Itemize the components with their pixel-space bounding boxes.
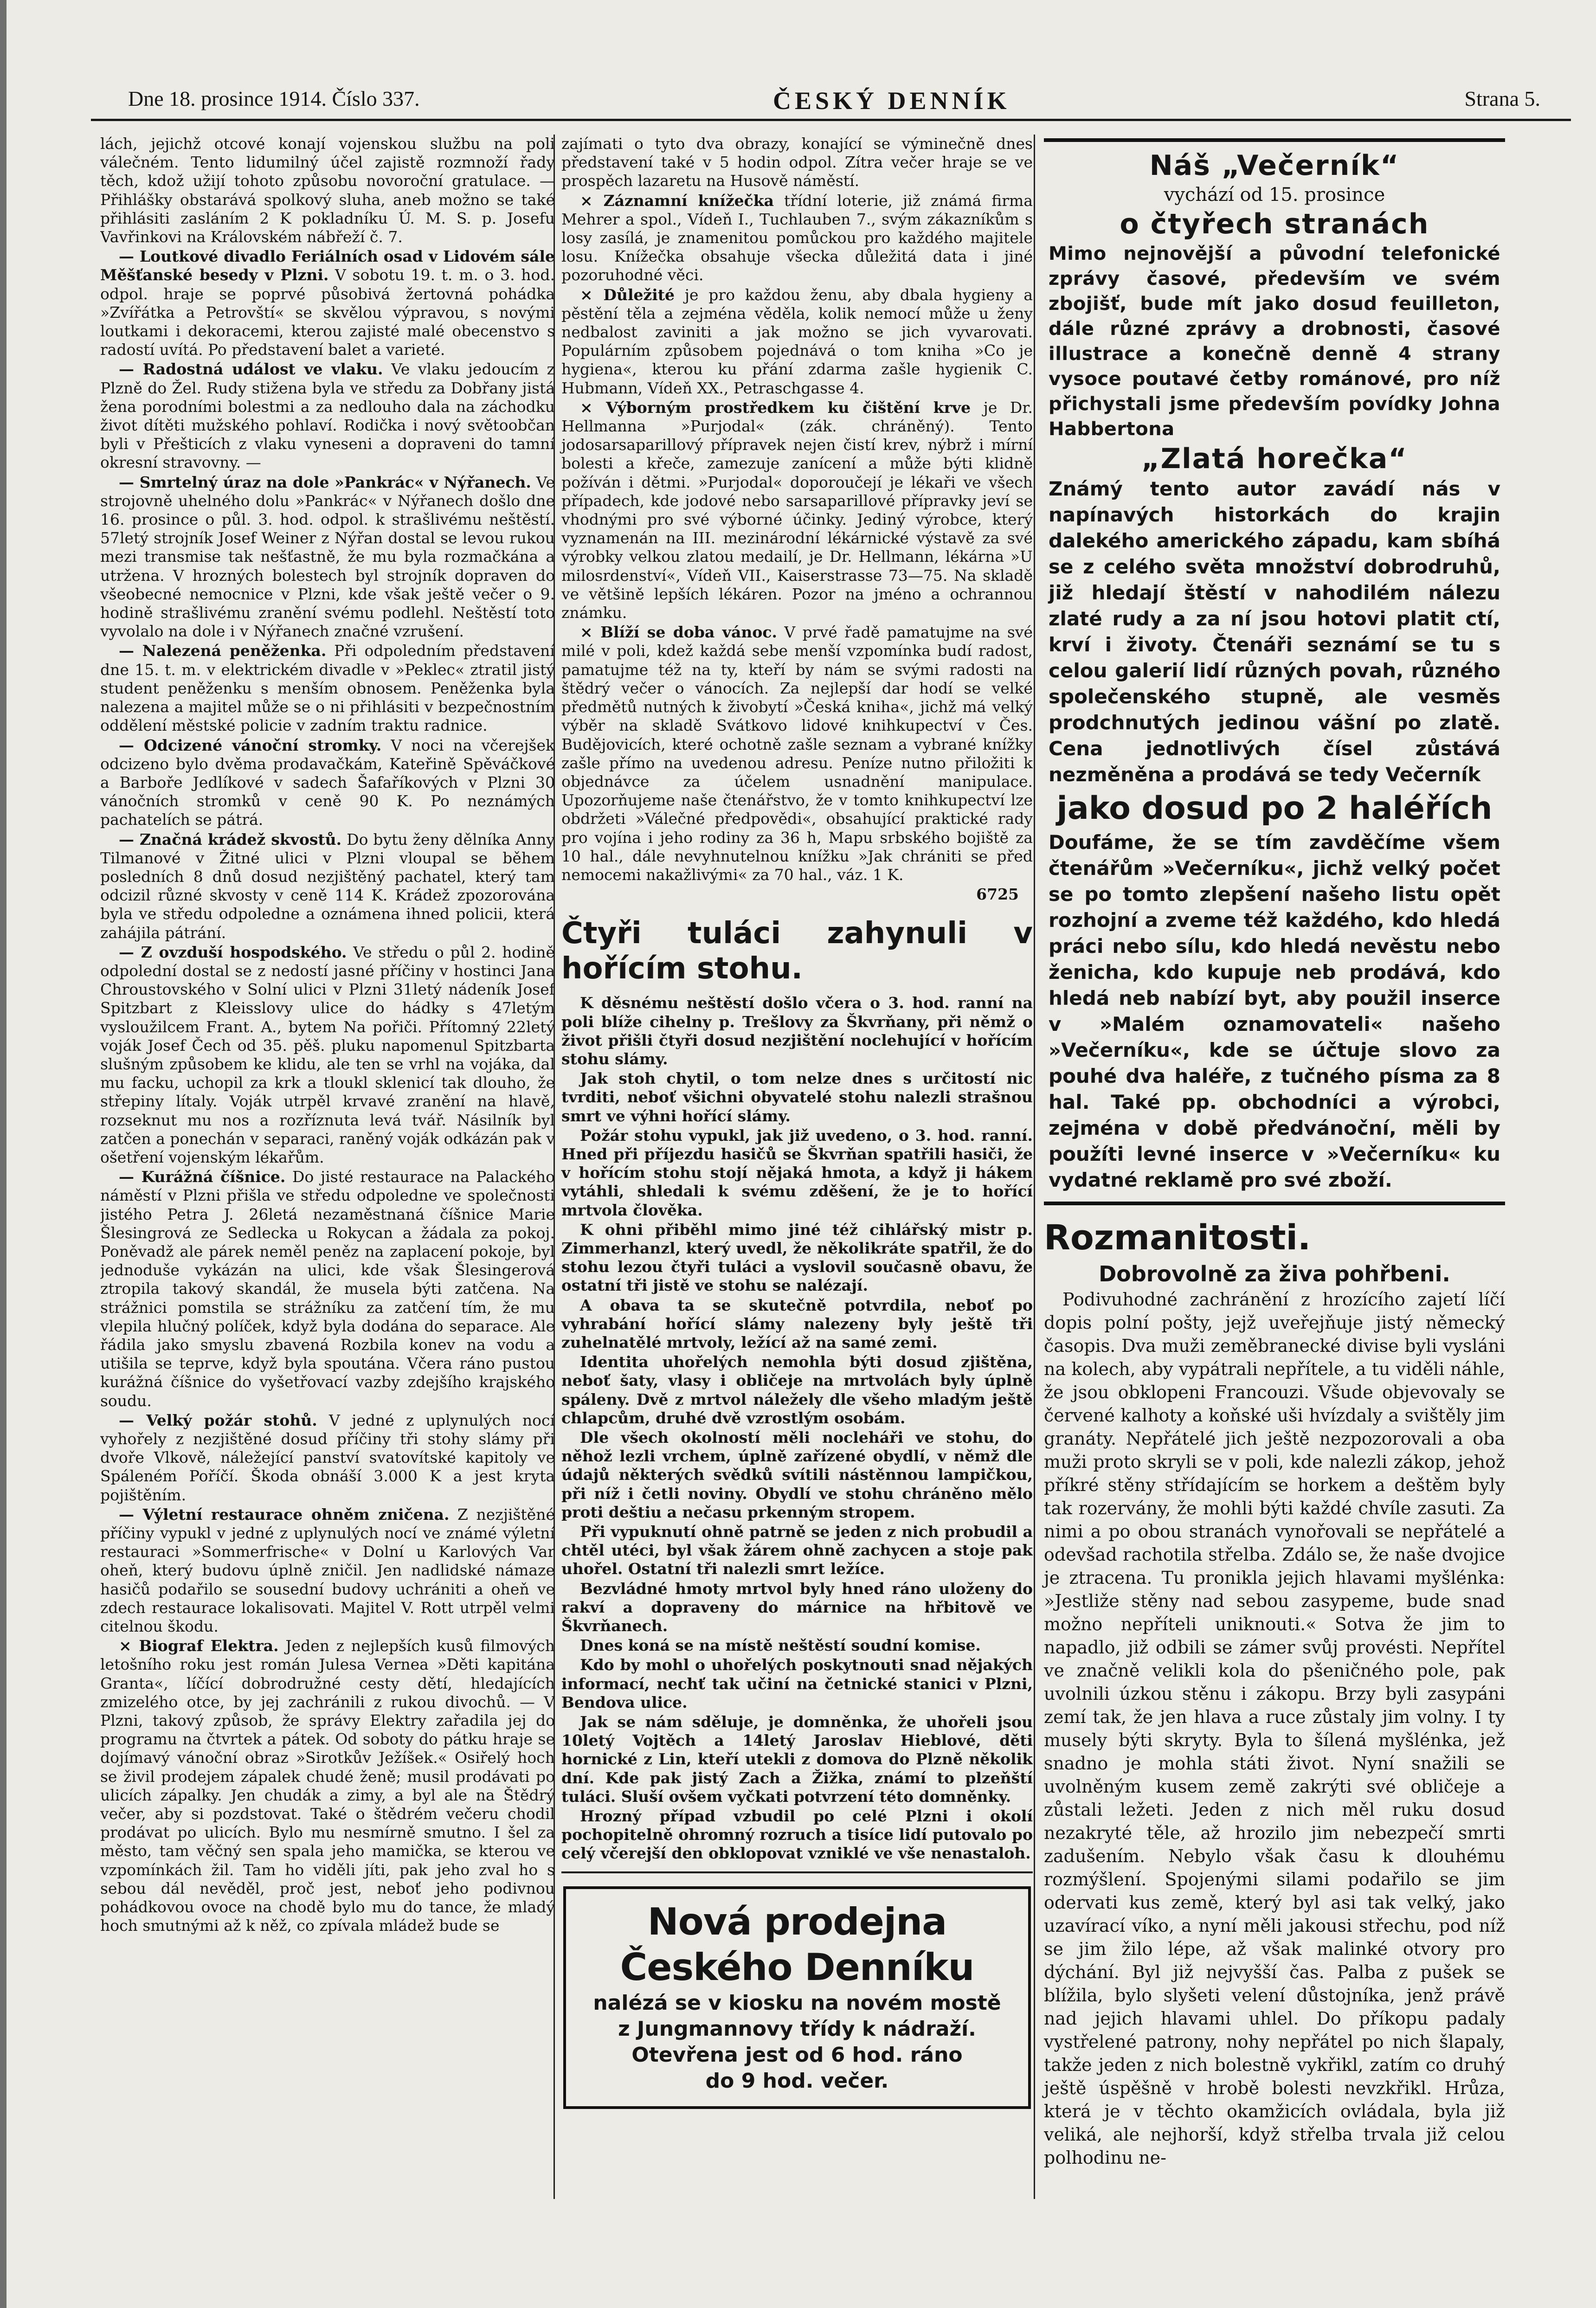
article-paragraph: Jak stoh chytil, o tom nelze dnes s určitostí nic tvrditi, neboť všichni obyvatelé stohu nalezli strašnou smrt ve výhni hořící slámy. (561, 1069, 1033, 1125)
article-paragraph: Hrozný případ vzbudil po celé Plzni i okolí pochopitelně ohromný rozruch a tisíce lidí putovalo po celý včerejší den obklopovat vzniklé ve vše nenastaloh. (561, 1807, 1033, 1863)
ad-line: z Jungmannovy třídy k nádraží. (618, 2017, 976, 2041)
ad-line: do 9 hod. večer. (705, 2069, 889, 2093)
announcement-body-3: Doufáme, že se tím zavděčíme všem čtenářům »Večerníku«, jichž velký počet se po tomto zlepšení našeho listu opět rozhojní a zveme též každého, kdo hledá práci nebo sílu, kdo hledá nevěstu nebo ženicha, kdo kupuje neb prodává, kdo hledá neb nabízí byt, aby použil inserce v »Malém oznamovateli« našeho »Večerníku«, kde se účtuje slovo za pouhé dva haléře, z tučného písma za 8 hal. Také pp. obchodníci a výrobci, zejména v době předvánoční, měli by použíti levné inserce v »Večerníku« ku vydatné reklamě pro své zboží. (1049, 831, 1500, 1191)
news-item (100, 473, 555, 641)
news-item-lead: × Záznamní knížečka (580, 191, 774, 210)
article-paragraph: Při vypuknutí ohně patrně se jeden z nich probudil a chtěl utéci, byl však žárem ohně zachycen a stoje pak uhořel. Ostatní tři nalezli smrt ležíce. (561, 1523, 1033, 1578)
news-item-text: je Dr. Hellmanna »Purjodal« (zák. chráněný). Tento jodosarsaparillový přípravek nejen čistí krev, nýbrž i mírní bolesti a křeče, zamezuje zanícení a může býti klidně požíván i dětmi. »Purjodal« doporoučejí je lékaři ve všech případech, kde jodové nebo sarsaparillové přípravky jeví se vhodnými pro své výborné účinky. Jediný výrobce, který vyznamenán na III. mezinárodní lékárnické výstavě za své výrobky velkou zlatou medailí, je Dr. Hellmann, lékárna »U milosrdenství«, Vídeň VII., Kaiserstrasse 73—75. Na skladě ve většině lepších lékáren. Pozor na jméno a ochrannou známku. (561, 398, 1033, 622)
announcement-subtitle: vychází od 15. prosince (1164, 184, 1385, 206)
article-paragraph: A obava ta se skutečně potvrdila, neboť po vyhrabání hořící slámy nalezeny byly ještě tři zuhelnatělé mrtvoly, ležící až na samé zemi. (561, 1296, 1033, 1351)
news-item-text: je pro každou ženu, aby dbala hygieny a pěstění těla a zejména věděla, kolik nemocí může u ženy nedbalost zaviniti a jak možno se jich vyvarovati. Populárním způsobem pojednává o tom kniha »Co je hygiena«, kterou ku přání zdarma zašle hygienik C. Hubmann, Vídeň XX., Petraschgasse 4. (561, 285, 1033, 397)
column-announcements (1036, 135, 1505, 2250)
news-item (561, 623, 1033, 884)
news-item-lead: — Kurážná číšnice. (119, 1168, 286, 1186)
page-number: Strana 5. (1464, 87, 1540, 110)
news-item (561, 192, 1033, 285)
news-item-lead: — Odcizené vánoční stromky. (119, 736, 382, 754)
news-item-text: V jedné z uplynulých nocí vyhořely z nezjištěné dosud příčiny tři stohy slámy při dvoře Vlkově, náležející panství svatovítské kapitoly ve Spáleném Poříčí. Škoda obnáší 3.000 K a jest kryta pojištěním. (100, 1411, 555, 1504)
news-item-text: Ve středu o půl 2. hodině odpolední dostal se z nedostí jasné příčiny v hostinci Jana Chroustovského v Solní ulici v Plzni 31letý nádeník Josef Spitzbart z Kleisslovy ulice do hádky s 47letým vysloužilcem Frant. A., bytem Na pořiči. Přítomný 22letý voják Josef Čech od 35. pěš. pluku napomenul Spitzbarta slušným způsobem ke klidu, ale ten se vrhl na vojáka, dal mu facku, uchopil za krk a tloukl sklenicí tak dlouho, že střepiny lítaly. Voják utrpěl krvavé zranění na hlavě, rozseknut mu nos a rozříznuta levá tvář. Násilník byl zatčen a ponechán v separaci, raněný voják odkázán pak v ošetření vojenským lékařům. (100, 943, 555, 1166)
article-paragraph: Kdo by mohl o uhořelých poskytnouti snad nějakých informací, nechť tak učiní na četnické stanici v Plzni, Bendova ulice. (561, 1656, 1033, 1711)
news-item (100, 1168, 555, 1410)
news-item-lead: — Značná krádež skvostů. (119, 830, 342, 849)
news-item-lead: × Biograf Elektra. (119, 1637, 279, 1655)
shop-advertisement (563, 1886, 1031, 2109)
news-item (100, 1411, 555, 1504)
news-item-text: Ve vlaku jedoucím z Plzně do Žel. Rudy stižena byla ve středu za Dobřany jistá žena porodními bolestmi a za nedlouho dala na záchodku život dítěti mužského pohlaví. Rodička i nový světoobčan byli v Přešticích z vlaku vyneseni a dopraveni do tamní okresní stravovny. — (100, 360, 555, 472)
news-item (561, 399, 1033, 622)
article-paragraph: Dle všech okolností měli nocleháři ve stohu, do něhož lezli vrchem, úplně zařízené obydlí, v němž dle údajů některých svědků svítili nástěnnou lampičkou, při níž i četli noviny. Obydlí ve stohu chráněno mělo proti deštiu a nečasu prkenným stropem. (561, 1428, 1033, 1521)
scan-edge (0, 0, 6, 2308)
news-item (100, 1637, 555, 1935)
news-item-lead: × Důležité (580, 285, 675, 304)
article-lead: K děsnému neštěstí došlo včera o 3. hod. ranní na poli blíže cihelny p. Trešlovy za Škvrňany, při němž o život přišli čtyři dosud nezjištění noclehující v hořícím stohu slámy. (561, 994, 1033, 1068)
article-body (561, 1069, 1033, 1863)
notices-list (561, 135, 1033, 884)
news-item-text: V noci na včerejšek odcizeno bylo dvěma prodavačkám, Kateřině Spěváčkové a Barboře Jedlíkové v sadech Šafaříkových v Plzni 30 vánočních stromků v ceně 90 K. Po neznámých pachatelích se pátrá. (100, 736, 555, 829)
announcement-body-2: Známý tento autor zavádí nás v napínavých historkách do krajin dalekého amerického západu, kam sbíhá se z celého světa množství dobrodruhů, již hledají štěstí v nahodilém nálezu zlaté rudy a za ní jsou hotovi platit ctí, krví i životy. Čtenáři seznámí se tu s celou galerií lidí různých povah, různého společenského stupně, ale vesměs prodchnutých jedinou vášní po zlatě. Cena jednotlivých čísel zůstává nezměněna a prodává se tedy Večerník (1049, 477, 1500, 786)
article-paragraph: Jak se nám sděluje, je domněnka, že uhořeli jsou 10letý Vojtěch a 14letý Jaroslav Hieblové, děti hornické z Lin, kteří utekli z domova do Plzně několik dní. Kde pak jistý Zach a Žižka, známí to plzeňští tuláci. Sluší ovšem vyčkati potvrzení této domněnky. (561, 1713, 1033, 1806)
header-rule (91, 119, 1571, 121)
article-paragraph: K ohni přiběhl mimo jiné též cihlářský mistr p. Zimmerhanzl, který uvedl, že několikráte spatřil, že do stohu lezou čtyři tuláci a vyslovil současně obavu, že ostatní tři jistě ve stohu se nalézají. (561, 1220, 1033, 1295)
news-item-lead: × Výborným prostředkem ku čištění krve (580, 398, 971, 417)
column-local-news (100, 135, 555, 2250)
vecernik-announcement-box (1044, 138, 1505, 1205)
article-paragraph: Dnes koná se na místě neštěstí soudní komise. (580, 1636, 981, 1655)
news-item-lead: — Loutkové divadlo Feriálních osad v Lidovém sále Měšťanské besedy v Plzni. (100, 247, 555, 284)
ad-title: Nová prodejna Českého Denníku (620, 1900, 974, 1989)
news-item (100, 736, 555, 829)
news-item (100, 360, 555, 472)
news-item-lead: — Z ovzduší hospodského. (119, 943, 347, 961)
news-item-text: zajímati o tyto dva obrazy, konající se výminečně dnes představení také v 5 hodin odpol. Zítra večer hraje se ve prospěch lazaretu na Husově náměstí. (561, 135, 1033, 190)
announcement-body: Mimo nejnovější a původní telefonické zprávy časové, především ve svém zbojišť, bude mít jako dosud feuilleton, dále různé zprávy a drobnosti, časové illustrace a konečně denně 4 strany vysoce poutavé četby románové, pro níž přichystali jsme především povídky Johna Habbertona (1049, 243, 1500, 440)
article-paragraph: Požár stohu vypukl, jak již uvedeno, o 3. hod. ranní. Hned při příjezdu hasičů se Škvrňan spatřili hasiči, že v hořícím stohu stojí nějaká hmota, a když ji hákem vytáhli, shledali k svému zděšení, že je to hořící mrtvola člověka. (561, 1126, 1033, 1219)
section-title: Rozmanitosti. (1044, 1218, 1311, 1258)
news-item (100, 135, 555, 246)
news-item-text: V sobotu 19. t. m. o 3. hod. odpol. hraje se poprvé působivá žertovná pohádka »Zvířátka a Petrovští« se skvělou výpravou, s novými loutkami i dekoracemi, kterou zajisté malé obecenstvo s radostí uvítá. Po představení balet a varieté. (100, 266, 555, 359)
announcement-price: jako dosud po 2 haléřích (1056, 790, 1493, 827)
news-item (100, 943, 555, 1167)
news-item-text: Ve strojovně uhelného dolu »Pankrác« v Nýřanech došlo dne 16. prosince o půl. 3. hod. odpol. k strašlivému neštěstí. 57letý strojník Josef Weiner z Nýřan dostal se levou rukou mezi transmise tak nešťastně, že mu byla rozmačkána a utržena. V hrozných bolestech byl strojník dopraven do všeobecné nemocnice v Plzni, kde však ještě večer o 9. hodině strašlivému zranění svému podlehl. Neštěstí toto vyvolalo na dole i v Nýřanech značné vzrušení. (100, 473, 555, 641)
news-item-lead: × Blíží se doba vánoc. (580, 623, 777, 642)
header-date-issue: Dne 18. prosince 1914. Číslo 337. (128, 87, 420, 110)
column-notices (555, 135, 1033, 2250)
news-item-text: V prvé řadě pamatujme na své milé v poli, kdež každá sebe menší vzpomínka budí radost, pamatujme též na ty, kteří by nám se svými radosti na štědrý večer o vánocích. Za nejlepší dar hodí se velké předmětů nutných k živobytí »Česká kniha«, jichž má velký výběr na skladě Svátkovo lidové knihkupectví v Čes. Budějovicích, které ochotně zašle seznam a vybrané knížky zašle přímo na uvedenou adresu. Peníze nutno přiložiti k objednávce za účelem usnadnění manipulace. Upozorňujeme naše čtenářstvo, že v tomto knihkupectví lze obdržeti »Válečné předpovědi«, obsahující praktické rady pro vojína i jeho rodiny za 36 h, Mapu srbského bojiště za 10 hal., dále nevyhnutelnou knížku »Jak chrániti se před nemocemi nakažlivými« za 70 hal., váz. 1 K. (561, 623, 1033, 884)
news-item-lead: — Radostná událost ve vlaku. (119, 360, 383, 379)
announcement-novel-title: „Zlatá horečka“ (1141, 443, 1408, 475)
news-item (100, 1505, 555, 1636)
news-item-text: třídní loterie, již známá firma Mehrer a spol., Vídeň I., Tuchlauben 7., svým zákazníkům s losy zasílá, je znamenitou pomůckou pro každého majitele losu. Knížečka obsahuje všecka důležitá data i jiné pozoruhodné věci. (561, 191, 1033, 284)
announcement-title: Náš „Večerník“ (1149, 149, 1400, 182)
news-item-text: Z nezjištěné příčiny vypukl v jedné z uplynulých nocí ve známé výletní restauraci »Sommerfrische« v Dolní u Karlových Var oheň, který budovu úplně zničil. Jen nadlidské námaze hasičů podařilo se sousední budovy uchrániti a oheň ve zdech restaurace lokalisovati. Majitel V. Rott utrpěl velmi citelnou škodu. (100, 1505, 555, 1636)
announcement-title-2: o čtyřech stranách (1120, 208, 1429, 240)
news-item-text: Do bytu ženy dělníka Anny Tilmanové v Žitné ulici v Plzni vloupal se během posledních 8 dnů dosud nezjištěný pachatel, který tam odcizil různé skvosty v ceně 114 K. Krádež zpozorována byla ve středu odpoledne a oznámena ihned policii, která zahájila pátrání. (100, 830, 555, 942)
news-item-text: Jeden z nejlepších kusů filmových letošního roku jest román Julesa Vernea »Děti kapitána Granta«, líčící dobrodružné cesty dětí, hledajících zmizelého otce, by jej zachránili z rukou divochů. — V Plzni, takový způsob, že správy Elektry zařadila jej do programu na čtvrtek a pátek. Od soboty do pátku hraje se dojímavý vánoční obraz »Sirotkův Ježíšek.« Osiřelý hoch se živil prodejem zápalek chudé ženě; musil prodávati po ulicích zápalky. Jen chudák a zimy, a byl ale na Štědrý večer, aby si pozdstovat. Také o štědrém večeru chodil prodávat po ulicích. Bylo mu nesmírně smutno. I šel za město, tam věčný sen spala jeho mamička, se kterou ve vzpomínkách žil. Tam ho viděli jíti, pak jeho zval ho s sebou dál nevěděl, proč jest, neboť jeho podivnou pohádkovou ovoce na chodě bylo mu do tance, že mladý hoch smutnými až k něž, co zpívala mládež bude se (100, 1637, 555, 1935)
news-item-lead: — Výletní restaurace ohněm zničena. (119, 1505, 450, 1524)
news-item-text: Při odpoledním představení dne 15. t. m. v elektrickém divadle v »Peklec« ztratil jistý student peněženku s menším obnosem. Peněženka byla nalezena a majitel může se o ni přihlásiti v bezpečnostním oddělení městské policie v zadním traktu radnice. (100, 642, 555, 735)
masthead-title: ČESKÝ DENNÍK (773, 87, 1010, 115)
news-item-text: Do jisté restaurace na Palackého náměstí v Plzni přišla ve středu odpoledne ve společnosti jistého Petra J. 26letá nezaměstnaná číšnice Marie Šlesingrová ze Sedlecka u Rokycan a žádala za pokoj. Poněvadž ale párek neměl peněz na zaplacení pokoje, byl jednoduše vykázán na ulici, kde však Šlesingerová ztropila takový skandál, že musela býti zatčena. Na strážnici pomstila se strážníku za zatčení tím, že mu vlepila hlučný políček, když byla dodána do separace. Ale řádila jako smyslu zbavená Rozbila konev na vodu a utišila se teprve, když byla spoutána. Včera ráno pustou kurážná číšnice do vyšetřovací vazby zdejšího krajského soudu. (100, 1168, 555, 1410)
article-paragraph: Bezvládné hmoty mrtvol byly hned ráno uloženy do rakví a dopraveny do márnice na hřbitově ve Škvrňanech. (561, 1579, 1033, 1635)
ad-separator (561, 1871, 1033, 1873)
section-body: Podivuhodné zachránění z hrozícího zajetí líčí dopis polní pošty, jejž uveřejňuje jistý německý časopis. Dva muži zeměbranecké divise byli vysláni na kolech, aby vypátrali nepřítele, a tu viděli náhle, že jsou obklopeni Francouzi. Všude objevovaly se červené kalhoty a koňské uši hvízdaly a svištěly jim granáty. Nepřátelé jich ještě nezpozorovali a oba muži proto skryli se v poli, kde nalezli zákop, jehož příkré stěny střídajícím se horkem a deštěm byly tak rozervány, že mohli býti každé chvíle zasuti. Za nimi a po obou stranách vynořovali se nepřátelé a odevšad rachotila střelba. Zdálo se, že naše dvojice je ztracena. Tu pronikla jejich hlavami myšlénka: »Jestliže stěny nad sebou zasypeme, bude snad možno nepříteli uniknouti.« Sotva že jim to napadlo, již odbili se zámer svůj provésti. Nepřítel ve značně velikli kola do pšeničného pole, pak uvolnili úzkou stěnu i zákopu. Brzy byli zasypáni zemí tak, že jen hlava a ruce zůstaly jim volny. I ty musely býti skryty. Byla to šílená myšlénka, jež snadno je mohla státi život. Nyní snažili se uvolněným kusem země zakrýti své obličeje a zůstali ležeti. Jeden z nich měl ruku dosud nezakryté těle, až hrozilo jim nebezpečí smrti zadušením. Nebylo však času k dlouhému rozmýšlení. Spojenými silami podařilo se jim odervati kus země, který byl asi tak velký, jako uzavírací víko, a nyní měli jakousi střechu, pod níž se jim žilo lépe, až však malinké otvory pro dýchání. Byl již nejvyšší čas. Palba z pušek se blížila, bylo slyšeti velení důstojníka, jenž právě nad jejich hlavami uhlel. Do příkopu padaly vystřelené patrony, nohy nepřátel po nich šlapaly, takže jeden z nich bolestně vykřikl, zatím co druhý ještě úspěšně v hrobě bolesti nevzkřikl. Hrůza, která je v těchto okamžicích ovládala, byla již veliká, ale nejhorší, když střelba trvala již celou polhodinu ne- (1044, 1289, 1505, 2168)
ad-line: Otevřena jest od 6 hod. ráno (631, 2043, 963, 2067)
news-item-lead: — Nalezená peněženka. (119, 642, 327, 660)
news-item-text: lách, jejichž otcové konají vojenskou službu na poli válečném. Tento lidumilný účel zajistě rozmnoží řady těch, kdož užijí tohoto způsobu novoroční gratulace. — Přihlášky obstarává spolkový sluha, aneb možno se také přihlásiti zasláním 2 K pokladníku Ú. M. S. p. Josefu Vavřinkovi na Královském nábřeží č. 7. (100, 135, 555, 246)
section-subtitle: Dobrovolně za živa pohřbeni. (1099, 1261, 1450, 1286)
ad-line: nalézá se v kiosku na novém mostě (593, 1991, 1001, 2015)
news-item-lead: — Velký požár stohů. (119, 1411, 317, 1429)
news-item (100, 642, 555, 735)
news-item (561, 286, 1033, 398)
notice-code: 6725 (976, 885, 1019, 904)
article-paragraph: Identita uhořelých nemohla býti dosud zjištěna, neboť šaty, vlasy i obličeje na mrtvolách byly úplně spáleny. Dvě z mrtvol náležely dle všeho mladým ještě chlapcům, druhé dvě vzrostlým osobám. (561, 1353, 1033, 1427)
news-item (561, 135, 1033, 191)
news-item-lead: — Smrtelný úraz na dole »Pankrác« v Nýřanech. (119, 473, 531, 491)
news-item (100, 830, 555, 942)
column-rule (1034, 135, 1035, 2199)
article-headline: Čtyři tuláci zahynuli v hořícím stohu. (561, 916, 1033, 986)
page-header (91, 86, 1568, 116)
news-item (100, 247, 555, 359)
